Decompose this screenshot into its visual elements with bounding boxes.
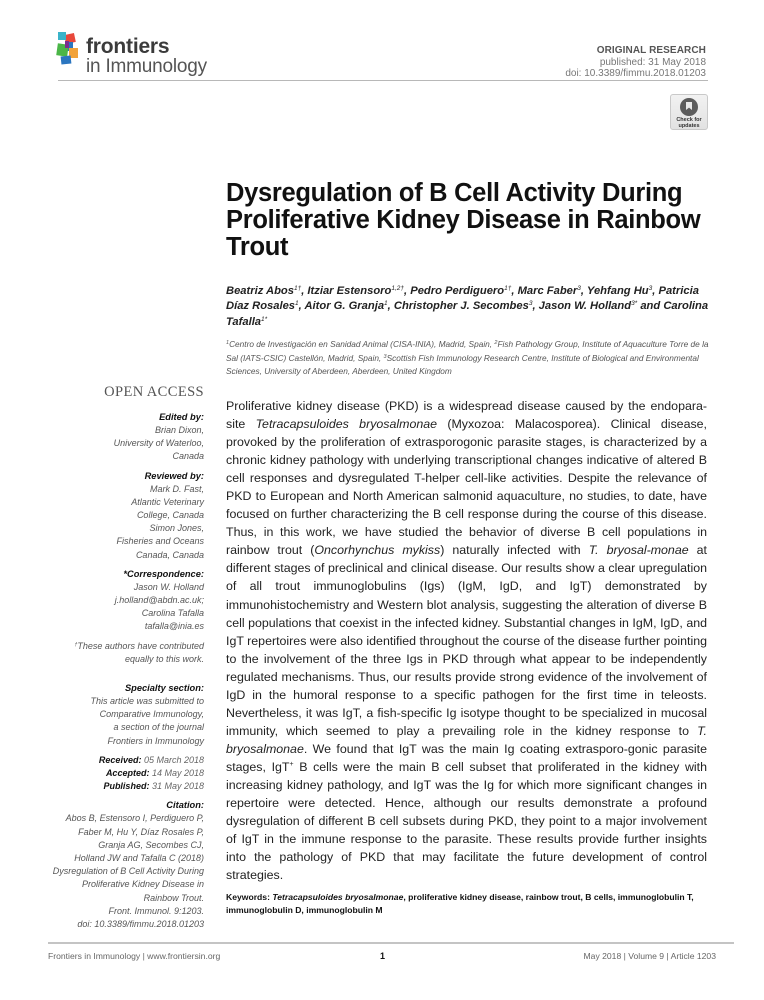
affiliation-number: 3 bbox=[383, 353, 387, 360]
reviewer-line: Atlantic Veterinary bbox=[131, 496, 204, 507]
article-meta bbox=[565, 45, 706, 80]
author-separator: , bbox=[298, 300, 305, 313]
author-separator: , bbox=[511, 285, 518, 297]
affiliation-text: Centro de Investigación en Sanidad Animal (CISA-INIA), Madrid, Spain, bbox=[229, 339, 495, 349]
author-list bbox=[226, 284, 716, 330]
article-type: ORIGINAL RESEARCH bbox=[596, 45, 706, 56]
logo-brand: frontiers bbox=[86, 35, 170, 58]
author-name[interactable]: Itziar Estensoro bbox=[307, 285, 392, 297]
citation-line: Faber M, Hu Y, Díaz Rosales P, bbox=[78, 826, 204, 837]
footer-journal-link[interactable]: Frontiers in Immunology | www.frontiersin.org bbox=[48, 951, 221, 961]
accepted-value: 14 May 2018 bbox=[149, 768, 204, 779]
page-number: 1 bbox=[380, 951, 386, 961]
frontiers-logo-icon bbox=[56, 32, 82, 66]
article-title: Dysregulation of B Cell Activity During Proliferative Kidney Disease in Rainbow Trout bbox=[226, 179, 701, 261]
published-value: 31 May 2018 bbox=[149, 781, 204, 792]
logo-square-violet bbox=[65, 41, 69, 48]
header-divider bbox=[58, 80, 708, 81]
citation-line: Granja AG, Secombes CJ, bbox=[98, 839, 204, 850]
author-affiliation-mark: 1,2† bbox=[391, 285, 405, 292]
citation-line: Abos B, Estensoro I, Perdiguero P, bbox=[65, 813, 204, 824]
citation-section bbox=[40, 799, 204, 931]
editor-line: Brian Dixon, bbox=[154, 425, 204, 435]
reviewer-line: Fisheries and Oceans bbox=[116, 536, 204, 547]
dates-section bbox=[40, 754, 204, 794]
abstract-italic-term: Tetracapsuloides bryosalmonae bbox=[255, 417, 438, 432]
author-affiliation-mark: 3 bbox=[577, 285, 581, 292]
author-separator: , bbox=[301, 285, 308, 297]
specialty-line: This article was submitted to bbox=[90, 696, 204, 707]
author-separator: , bbox=[387, 300, 394, 313]
reviewed-by-heading: Reviewed by: bbox=[144, 470, 204, 481]
author-separator: and bbox=[637, 300, 664, 313]
author-separator: , bbox=[580, 285, 587, 297]
published-date-sidebar bbox=[40, 780, 204, 793]
keyword-species: Tetracapsuloides bryosalmonae bbox=[272, 892, 404, 902]
affiliation-number: 2 bbox=[494, 340, 498, 346]
check-for-updates-button[interactable] bbox=[670, 94, 708, 130]
correspondent-name: Jason W. Holland bbox=[133, 581, 204, 592]
accepted-date bbox=[40, 767, 204, 780]
correspondent-email-link[interactable]: tafalla@inia.es bbox=[144, 621, 204, 632]
author-name[interactable]: Patricia Díaz Rosales bbox=[226, 285, 699, 313]
reviewer-line: Simon Jones, bbox=[149, 523, 204, 534]
reviewed-by-section bbox=[40, 470, 204, 562]
citation-doi-link[interactable]: doi: 10.3389/fimmu.2018.01203 bbox=[77, 919, 204, 930]
edited-by-heading: Edited by: bbox=[159, 412, 204, 422]
abstract-italic-term: T. bryosal-monae bbox=[588, 543, 689, 558]
author-affiliation-mark: 1* bbox=[261, 315, 268, 323]
abstract-text: at different stages of preclinical and clinical disease. Our results show a clear upregulation of all trout immunoglobulins (Igs) (IgM, IgD, and IgT) demonstrated by immunohistochemistry and Western blot analysis, suggesting the alteration of diverse B cell populations that coexist in the infected kidney. Substantial changes in IgM, IgD, and IgT repertoires were also identified throughout the course of the disease further pointing to the involvement of the three Igs in PKD through what appear to be independently regulated mechanisms. Thus, our results provide strong evidence of the involvement of IgD in the humoral response to a specific pathogen for the first time in teleosts. Nevertheless, it was IgT, a fish-specific Ig isotype thought to be specialized in mucosal immunity, which seemed to play a prevailing role in the kidney response to bbox=[226, 543, 707, 738]
bookmark-icon bbox=[680, 98, 698, 116]
author-affiliation-mark: 3* bbox=[631, 300, 638, 308]
footer-volume-info: May 2018 | Volume 9 | Article 1203 bbox=[583, 951, 716, 961]
author-name[interactable]: Jason W. Holland bbox=[538, 300, 632, 313]
citation-line: Dysregulation of B Cell Activity During bbox=[52, 866, 204, 877]
reviewer-line: Canada, Canada bbox=[135, 549, 204, 560]
accepted-label: Accepted: bbox=[105, 768, 150, 779]
abstract-text: + bbox=[289, 760, 294, 768]
author-name[interactable]: Yehfang Hu bbox=[586, 285, 649, 297]
logo-square-blue bbox=[61, 55, 72, 64]
author-name[interactable]: Aitor G. Granja bbox=[304, 300, 385, 313]
author-affiliation-mark: 1† bbox=[293, 285, 302, 292]
abstract-italic-term: Oncorhynchus mykiss bbox=[314, 543, 441, 558]
author-affiliation-mark: 3 bbox=[528, 300, 533, 308]
reviewer-line: College, Canada bbox=[136, 510, 204, 521]
published-date: published: 31 May 2018 bbox=[599, 56, 706, 68]
author-separator: , bbox=[404, 285, 411, 297]
specialty-line: a section of the journal bbox=[113, 722, 204, 733]
received-label: Received: bbox=[98, 754, 142, 765]
affiliation-number: 1 bbox=[226, 340, 230, 346]
reviewer-line: Mark D. Fast, bbox=[149, 483, 204, 494]
equal-contribution-note bbox=[40, 640, 204, 666]
citation-line: Front. Immunol. 9:1203. bbox=[108, 905, 204, 916]
published-label: Published: bbox=[103, 781, 150, 792]
equal-contribution-line bbox=[40, 640, 204, 653]
citation-heading: Citation: bbox=[166, 800, 204, 811]
citation-line: Holland JW and Tafalla C (2018) bbox=[74, 853, 204, 864]
author-name[interactable]: Beatriz Abos bbox=[226, 285, 294, 297]
abstract-text: . We found that IgT was the main Ig coating extrasporo-gonic parasite stages, IgT bbox=[226, 741, 707, 774]
keywords-label: Keywords: bbox=[226, 892, 273, 902]
article-doi[interactable]: doi: 10.3389/fimmu.2018.01203 bbox=[565, 68, 706, 79]
author-affiliation-mark: 1† bbox=[504, 285, 512, 292]
author-affiliation-mark: 3 bbox=[648, 285, 653, 292]
sidebar bbox=[40, 384, 204, 937]
received-value: 05 March 2018 bbox=[141, 754, 204, 765]
received-date bbox=[40, 754, 204, 767]
author-separator: , bbox=[532, 300, 539, 313]
editor-line: Canada bbox=[172, 451, 204, 462]
editor-line: University of Waterloo, bbox=[113, 438, 204, 449]
edited-by-section bbox=[40, 411, 204, 464]
equal-contribution-text: These authors have contributed bbox=[77, 640, 204, 651]
author-name[interactable]: Christopher J. Secombes bbox=[393, 300, 529, 313]
footer-divider bbox=[48, 942, 734, 944]
author-name[interactable]: Marc Faber bbox=[517, 285, 578, 297]
specialty-line: Frontiers in Immunology bbox=[107, 735, 204, 746]
correspondence-heading: *Correspondence: bbox=[123, 568, 204, 579]
abstract-text: ) naturally infected with bbox=[440, 543, 589, 558]
keywords-list: , proliferative kidney disease, rainbow trout, B cells, immunoglobulin T, immunoglobulin D, immunoglobulin M bbox=[226, 892, 694, 915]
keywords bbox=[226, 891, 711, 917]
correspondence-section bbox=[40, 568, 204, 634]
check-for-updates-label: Check for updates bbox=[676, 117, 702, 129]
abstract bbox=[226, 397, 707, 884]
author-affiliation-mark: 1 bbox=[384, 300, 388, 308]
dagger-mark: † bbox=[74, 641, 78, 648]
logo-journal-name: in Immunology bbox=[86, 56, 207, 77]
citation-line: Proliferative Kidney Disease in bbox=[81, 879, 204, 890]
journal-logo[interactable] bbox=[56, 30, 207, 76]
abstract-text: Proliferative kidney disease (PKD) is a widespread disease caused by the endopara-site bbox=[226, 399, 707, 432]
specialty-line: Comparative Immunology, bbox=[99, 709, 204, 720]
author-name[interactable]: Carolina Tafalla bbox=[226, 300, 709, 328]
affiliation-text: Scottish Fish Immunology Research Centre, Institute of Biological and Environmental Sciences, University of Aberdeen, Aberdeen, United Kingdom bbox=[226, 352, 699, 377]
specialty-section bbox=[40, 682, 204, 748]
affiliations bbox=[226, 338, 716, 379]
abstract-text: (Myxozoa: Malacosporea). Clinical disease, provoked by the proliferation of extrasporogonic parasite stages, is characterized by a chronic kidney pathology with underlying transcriptional changes indicative of altered B cell responses and dysregulated T-helper cell-like activities. Despite the relevance of PKD to European and North American salmonid aquaculture, no studies, to date, have focused on further characterizing the B cell response during the course of this disease. Thus, in this work, we have studied the behavior of diverse B cell populations in rainbow trout ( bbox=[226, 417, 707, 558]
specialty-heading: Specialty section: bbox=[124, 683, 204, 694]
author-affiliation-mark: 1 bbox=[295, 300, 299, 308]
page-footer bbox=[48, 951, 716, 961]
affiliation-text: Fish Pathology Group, Institute of Aquaculture Torre de la Sal (IATS-CSIC) Castellón, Madrid, Spain, bbox=[226, 339, 709, 363]
author-separator: , bbox=[652, 285, 659, 297]
correspondent-name: Carolina Tafalla bbox=[141, 608, 204, 619]
open-access-label: OPEN ACCESS bbox=[104, 384, 204, 400]
logo-square-orange bbox=[58, 32, 66, 40]
abstract-italic-term: T. bryosalmonae bbox=[226, 723, 707, 756]
equal-contribution-line: equally to this work. bbox=[124, 653, 204, 664]
correspondent-email-link[interactable]: j.holland@abdn.ac.uk; bbox=[114, 595, 204, 606]
citation-line: Rainbow Trout. bbox=[143, 892, 204, 903]
author-name[interactable]: Pedro Perdiguero bbox=[410, 285, 505, 297]
abstract-text: B cells were the main B cell subset that proliferated in the kidney with increasing kidney pathology, and IgT was the Ig for which more significant changes in repertoire were detected. Hence, although our results demonstrate a profound dysregulation of different B cell subsets during PKD, they point to a major involvement of IgT in the immune response to the parasite. These results provide further insights into the pathology of PKD that may facilitate the future development of control strategies. bbox=[226, 759, 707, 883]
